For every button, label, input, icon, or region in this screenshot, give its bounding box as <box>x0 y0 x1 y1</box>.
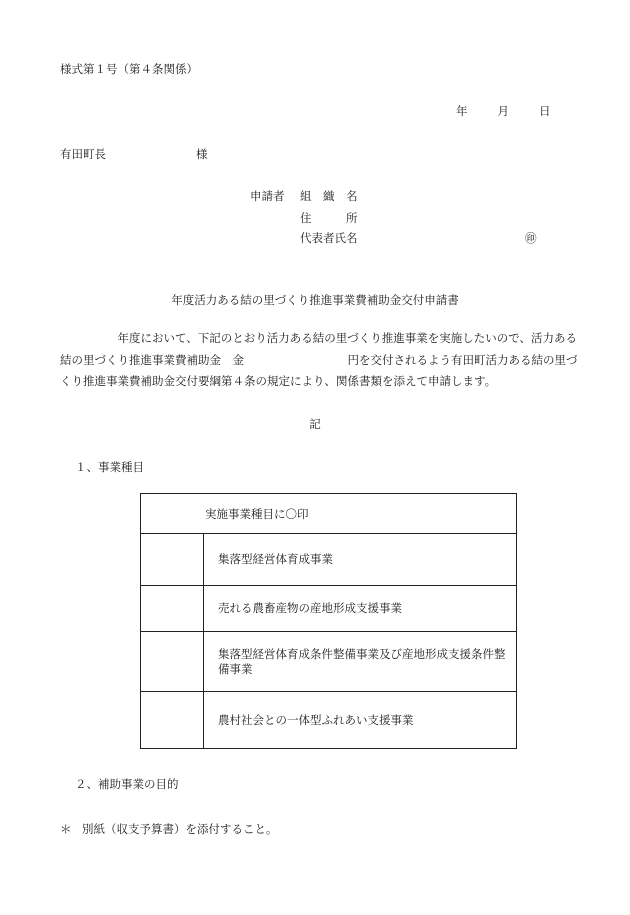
applicant-org-label: 組 織 名 <box>300 189 358 203</box>
project-type-name: 集落型経営体育成事業 <box>204 534 517 586</box>
document-title: 年度活力ある結の里づくり推進事業費補助金交付申請書 <box>171 293 459 307</box>
table-row <box>141 534 517 586</box>
applicant-representative-label: 代表者氏名 <box>300 231 358 245</box>
body-line: 結の里づくり推進事業費補助金 金 円を交付されるよう有田町活力ある結の里づ <box>60 352 578 367</box>
note-text: 別紙（収支予算書）を添付すること。 <box>82 822 278 836</box>
date-year-label: 年 <box>456 104 468 118</box>
mark-cell[interactable] <box>141 586 204 632</box>
applicant-role-label: 申請者 <box>250 189 285 203</box>
project-type-name: 売れる農畜産物の産地形成支援事業 <box>204 586 517 632</box>
date-month-label: 月 <box>497 104 509 118</box>
project-type-table <box>140 493 517 749</box>
form-number: 様式第１号（第４条関係） <box>60 62 198 76</box>
addressee-name: 有田町長 <box>60 147 106 161</box>
table-row <box>141 632 517 692</box>
attachment-note <box>60 821 278 837</box>
mark-cell[interactable] <box>141 534 204 586</box>
addressee <box>60 146 208 162</box>
table-row <box>141 692 517 749</box>
section-1-heading: １、事業種目 <box>75 460 144 474</box>
table-header: 実施事業種目に〇印 <box>141 494 517 534</box>
mark-cell[interactable] <box>141 692 204 749</box>
project-type-name: 集落型経営体育成条件整備事業及び産地形成支援条件整備事業 <box>204 632 517 692</box>
body-line: くり推進事業費補助金交付要綱第４条の規定により、関係書類を添えて申請します。 <box>60 374 497 388</box>
applicant-address-label: 住 所 <box>300 211 358 225</box>
mark-cell[interactable] <box>141 632 204 692</box>
date-line <box>456 103 551 119</box>
body-line: 年度において、下記のとおり活力ある結の里づくり推進事業を実施したいので、活力ある <box>60 331 578 345</box>
seal-mark: ㊞ <box>525 231 537 245</box>
table-row <box>141 586 517 632</box>
section-2-heading: ２、補助事業の目的 <box>75 777 179 791</box>
date-day-label: 日 <box>539 104 551 118</box>
ki-heading: 記 <box>309 417 321 431</box>
addressee-suffix: 様 <box>196 147 208 161</box>
note-asterisk: ＊ <box>60 822 72 836</box>
project-type-name: 農村社会との一体型ふれあい支援事業 <box>204 692 517 749</box>
body-paragraph <box>60 328 590 393</box>
